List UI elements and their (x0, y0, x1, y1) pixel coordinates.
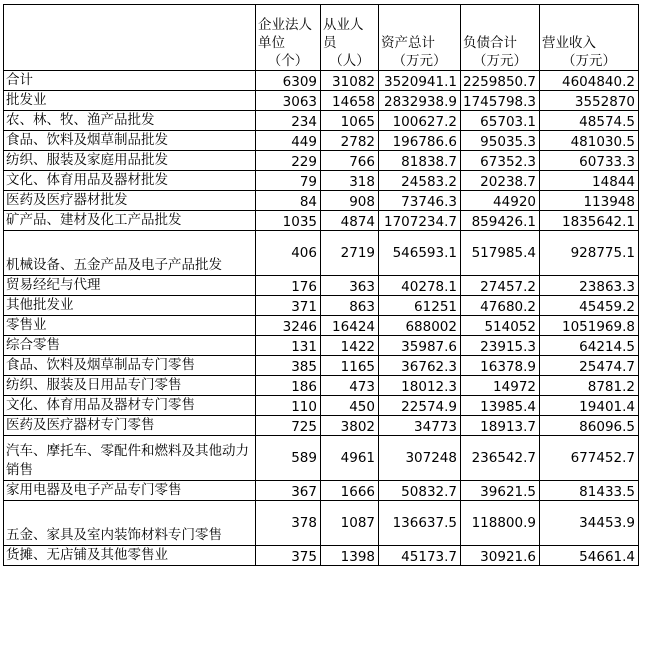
table-row (4, 481, 639, 501)
table-cell: 406 (256, 231, 321, 276)
table-cell: 1707234.7 (379, 211, 461, 231)
header-cell-liabilities (461, 5, 540, 71)
table-row (4, 71, 639, 91)
table-cell: 236542.7 (461, 436, 540, 481)
table-cell: 23915.3 (461, 336, 540, 356)
row-label: 机械设备、五金产品及电子产品批发 (4, 231, 256, 276)
table-cell: 473 (321, 376, 379, 396)
table-row (4, 546, 639, 566)
table-row (4, 416, 639, 436)
table-cell: 35987.6 (379, 336, 461, 356)
table-cell: 928775.1 (540, 231, 639, 276)
table-cell: 863 (321, 296, 379, 316)
table-cell: 1745798.3 (461, 91, 540, 111)
table-cell: 1666 (321, 481, 379, 501)
table-row (4, 111, 639, 131)
row-label: 文化、体育用品及器材批发 (4, 171, 256, 191)
table-row (4, 356, 639, 376)
table-cell: 375 (256, 546, 321, 566)
table-cell: 8781.2 (540, 376, 639, 396)
table-cell: 766 (321, 151, 379, 171)
table-cell: 45173.7 (379, 546, 461, 566)
table-cell: 4604840.2 (540, 71, 639, 91)
table-cell: 1065 (321, 111, 379, 131)
row-label: 医药及医疗器材专门零售 (4, 416, 256, 436)
table-cell: 54661.4 (540, 546, 639, 566)
row-label: 矿产品、建材及化工产品批发 (4, 211, 256, 231)
table-cell: 1051969.8 (540, 316, 639, 336)
table-cell: 61251 (379, 296, 461, 316)
table-cell: 450 (321, 396, 379, 416)
table-cell: 14658 (321, 91, 379, 111)
table-cell: 30921.6 (461, 546, 540, 566)
table-cell: 16378.9 (461, 356, 540, 376)
row-label: 贸易经纪与代理 (4, 276, 256, 296)
table-row (4, 316, 639, 336)
header-cell-name (4, 5, 256, 71)
table-row (4, 336, 639, 356)
header-label: 从业人员 (323, 17, 364, 51)
header-row (4, 5, 639, 71)
table-cell: 2719 (321, 231, 379, 276)
row-label: 批发业 (4, 91, 256, 111)
table-cell: 18012.3 (379, 376, 461, 396)
row-label: 合计 (4, 71, 256, 91)
table-cell: 131 (256, 336, 321, 356)
table-row (4, 396, 639, 416)
table-cell: 514052 (461, 316, 540, 336)
table-cell: 73746.3 (379, 191, 461, 211)
table-row (4, 276, 639, 296)
row-label: 农、林、牧、渔产品批发 (4, 111, 256, 131)
table-cell: 45459.2 (540, 296, 639, 316)
table-cell: 31082 (321, 71, 379, 91)
table-cell: 95035.3 (461, 131, 540, 151)
header-cell-assets (379, 5, 461, 71)
header-unit: （万元） (392, 53, 447, 69)
table-row (4, 211, 639, 231)
row-label: 文化、体育用品及器材专门零售 (4, 396, 256, 416)
table-cell: 196786.6 (379, 131, 461, 151)
table-cell: 234 (256, 111, 321, 131)
table-cell: 3063 (256, 91, 321, 111)
header-label: 资产总计 (381, 35, 435, 51)
header-label: 企业法人单位 (258, 17, 312, 51)
row-label: 食品、饮料及烟草制品批发 (4, 131, 256, 151)
table-cell: 725 (256, 416, 321, 436)
table-cell: 86096.5 (540, 416, 639, 436)
table-row (4, 171, 639, 191)
table-cell: 34773 (379, 416, 461, 436)
table-row (4, 296, 639, 316)
table-cell: 859426.1 (461, 211, 540, 231)
table-cell: 84 (256, 191, 321, 211)
header-unit: （人） (329, 53, 370, 69)
table-cell: 2259850.7 (461, 71, 540, 91)
table-cell: 14972 (461, 376, 540, 396)
table-cell: 4874 (321, 211, 379, 231)
table-cell: 67352.3 (461, 151, 540, 171)
table-cell: 1087 (321, 501, 379, 546)
table-cell: 16424 (321, 316, 379, 336)
table-cell: 363 (321, 276, 379, 296)
table-cell: 64214.5 (540, 336, 639, 356)
table-cell: 40278.1 (379, 276, 461, 296)
header-label: 营业收入 (542, 35, 596, 51)
table-row (4, 231, 639, 276)
table-row (4, 191, 639, 211)
row-label: 汽车、摩托车、零配件和燃料及其他动力销售 (4, 436, 256, 481)
table-cell: 36762.3 (379, 356, 461, 376)
table-body (4, 71, 639, 566)
table-row (4, 376, 639, 396)
row-label: 零售业 (4, 316, 256, 336)
table-cell: 378 (256, 501, 321, 546)
row-label: 综合零售 (4, 336, 256, 356)
table-cell: 113948 (540, 191, 639, 211)
table-cell: 81433.5 (540, 481, 639, 501)
table-cell: 1398 (321, 546, 379, 566)
table-cell: 25474.7 (540, 356, 639, 376)
header-unit: （个） (267, 53, 309, 69)
table-row (4, 436, 639, 481)
table-cell: 229 (256, 151, 321, 171)
table-cell: 4961 (321, 436, 379, 481)
table-cell: 3552870 (540, 91, 639, 111)
table-cell: 118800.9 (461, 501, 540, 546)
table-cell: 6309 (256, 71, 321, 91)
table-cell: 39621.5 (461, 481, 540, 501)
table-cell: 22574.9 (379, 396, 461, 416)
header-unit: （万元） (473, 53, 527, 69)
data-table (3, 4, 639, 566)
row-label: 货摊、无店铺及其他零售业 (4, 546, 256, 566)
table-container (3, 4, 639, 566)
table-cell: 186 (256, 376, 321, 396)
table-cell: 60733.3 (540, 151, 639, 171)
row-label: 其他批发业 (4, 296, 256, 316)
table-cell: 136637.5 (379, 501, 461, 546)
table-cell: 517985.4 (461, 231, 540, 276)
table-cell: 677452.7 (540, 436, 639, 481)
table-cell: 367 (256, 481, 321, 501)
table-cell: 65703.1 (461, 111, 540, 131)
row-label: 医药及医疗器材批发 (4, 191, 256, 211)
table-cell: 18913.7 (461, 416, 540, 436)
table-cell: 307248 (379, 436, 461, 481)
header-label: 负债合计 (463, 35, 517, 51)
table-cell: 2832938.9 (379, 91, 461, 111)
table-cell: 1035 (256, 211, 321, 231)
table-cell: 19401.4 (540, 396, 639, 416)
table-cell: 110 (256, 396, 321, 416)
row-label: 家用电器及电子产品专门零售 (4, 481, 256, 501)
table-cell: 449 (256, 131, 321, 151)
table-cell: 79 (256, 171, 321, 191)
row-label: 五金、家具及室内装饰材料专门零售 (4, 501, 256, 546)
header-cell-employees (321, 5, 379, 71)
table-cell: 34453.9 (540, 501, 639, 546)
table-cell: 688002 (379, 316, 461, 336)
table-cell: 481030.5 (540, 131, 639, 151)
table-cell: 1835642.1 (540, 211, 639, 231)
table-row (4, 501, 639, 546)
table-row (4, 151, 639, 171)
table-cell: 20238.7 (461, 171, 540, 191)
table-cell: 44920 (461, 191, 540, 211)
table-cell: 908 (321, 191, 379, 211)
table-cell: 1165 (321, 356, 379, 376)
table-cell: 100627.2 (379, 111, 461, 131)
row-label: 纺织、服装及日用品专门零售 (4, 376, 256, 396)
table-cell: 50832.7 (379, 481, 461, 501)
table-cell: 48574.5 (540, 111, 639, 131)
header-unit: （万元） (562, 53, 616, 69)
table-cell: 3246 (256, 316, 321, 336)
table-cell: 176 (256, 276, 321, 296)
table-cell: 13985.4 (461, 396, 540, 416)
table-cell: 385 (256, 356, 321, 376)
table-cell: 14844 (540, 171, 639, 191)
header-cell-units (256, 5, 321, 71)
header-cell-revenue (540, 5, 639, 71)
table-cell: 1422 (321, 336, 379, 356)
table-cell: 3520941.1 (379, 71, 461, 91)
table-cell: 589 (256, 436, 321, 481)
table-cell: 546593.1 (379, 231, 461, 276)
table-cell: 47680.2 (461, 296, 540, 316)
table-cell: 24583.2 (379, 171, 461, 191)
table-cell: 81838.7 (379, 151, 461, 171)
table-cell: 3802 (321, 416, 379, 436)
table-row (4, 131, 639, 151)
table-cell: 318 (321, 171, 379, 191)
row-label: 食品、饮料及烟草制品专门零售 (4, 356, 256, 376)
table-row (4, 91, 639, 111)
row-label: 纺织、服装及家庭用品批发 (4, 151, 256, 171)
table-cell: 27457.2 (461, 276, 540, 296)
table-cell: 371 (256, 296, 321, 316)
table-cell: 2782 (321, 131, 379, 151)
table-cell: 23863.3 (540, 276, 639, 296)
